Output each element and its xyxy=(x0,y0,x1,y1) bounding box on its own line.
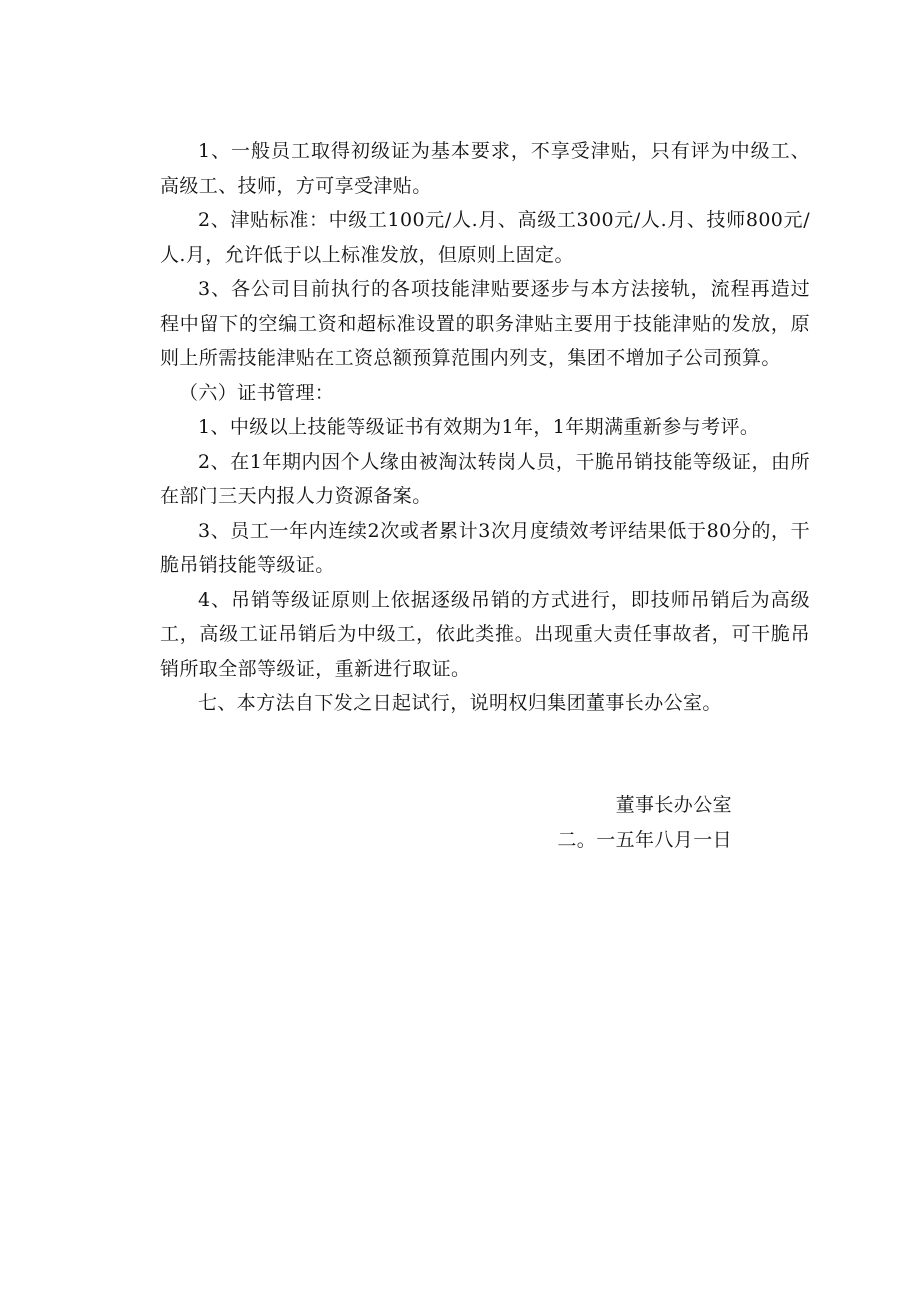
paragraph-allowance-standard: 2、津贴标准：中级工100元/人.月、高级工300元/人.月、技师800元/人.月，允许低于以上标准发放，但原则上固定。 xyxy=(160,209,810,266)
paragraph-allowance-integration: 3、各公司目前执行的各项技能津贴要逐步与本方法接轨，流程再造过程中留下的空编工资和超标准设置的职务津贴主要用于技能津贴的发放，原则上所需技能津贴在工资总额预算范围内列支，集团不增加子公司预算。 xyxy=(160,278,810,369)
paragraph-certificate-revocation-performance: 3、员工一年内连续2次或者累计3次月度绩效考评结果低于80分的，干脆吊销技能等级证。 xyxy=(160,519,810,576)
paragraph-certificate-revocation-transfer: 2、在1年期内因个人缘由被淘汰转岗人员，干脆吊销技能等级证，由所在部门三天内报人力资源备案。 xyxy=(160,450,810,507)
document-body xyxy=(160,134,810,721)
signature-block xyxy=(557,788,732,857)
paragraph-certificate-validity: 1、中级以上技能等级证书有效期为1年，1年期满重新参与考评。 xyxy=(198,416,760,438)
signature-date: 二。一五年八月一日 xyxy=(557,828,732,851)
section-heading-certificate-management: （六）证书管理： xyxy=(179,381,335,404)
paragraph-certificate-revocation-method: 4、吊销等级证原则上依据逐级吊销的方式进行，即技师吊销后为高级工，高级工证吊销后为中级工，依此类推。出现重大责任事故者，可干脆吊销所取全部等级证，重新进行取证。 xyxy=(160,588,810,680)
signature-office: 董事长办公室 xyxy=(615,794,732,816)
paragraph-allowance-eligibility: 1、一般员工取得初级证为基本要求，不享受津贴，只有评为中级工、高级工、技师，方可享受津贴。 xyxy=(160,140,810,197)
paragraph-effective-date: 七、本方法自下发之日起试行，说明权归集团董事长办公室。 xyxy=(198,692,722,714)
